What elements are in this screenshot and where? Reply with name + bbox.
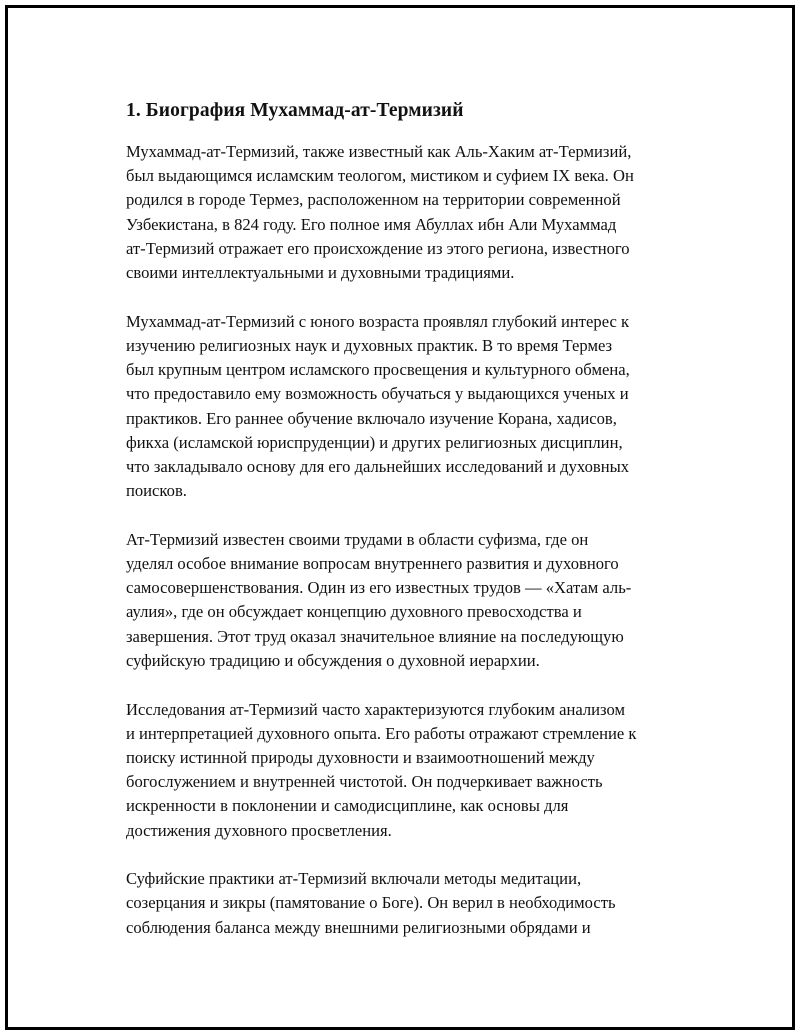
paragraph-line: искренности в поклонении и самодисциплине, как основы для: [126, 796, 569, 816]
paragraph-line: практиков. Его раннее обучение включало изучение Корана, хадисов,: [126, 408, 617, 428]
paragraph-2: [126, 310, 706, 504]
paragraph-line: изучению религиозных наук и духовных практик. В то время Термез: [126, 335, 613, 355]
paragraph-line: что предоставило ему возможность обучаться у выдающихся ученых и: [126, 384, 629, 404]
paragraph-line: созерцания и зикры (памятование о Боге). Он верил в необходимость: [126, 893, 616, 913]
paragraph-line: был крупным центром исламского просвещения и культурного обмена,: [126, 360, 630, 380]
page-frame: [5, 5, 795, 1030]
paragraph-line: Ат-Термизий известен своими трудами в области суфизма, где он: [126, 529, 589, 549]
paragraph-line: суфийскую традицию и обсуждения о духовной иерархии.: [126, 650, 540, 670]
paragraph-line: родился в городе Термез, расположенном на территории современной: [126, 190, 621, 210]
paragraph-line: самосовершенствования. Один из его известных трудов — «Хатам аль-: [126, 578, 632, 598]
paragraph-5: [126, 867, 706, 940]
paragraph-line: Мухаммад-ат-Термизий, также известный как Аль-Хаким ат-Термизий,: [126, 142, 632, 161]
paragraph-line: был выдающимся исламским теологом, мистиком и суфием IX века. Он: [126, 166, 634, 186]
section-title: 1. Биография Мухаммад-ат-Термизий: [126, 100, 464, 121]
paragraph-line: фикха (исламской юриспруденции) и других религиозных дисциплин,: [126, 432, 623, 452]
paragraph-3: [126, 528, 706, 673]
paragraph-4: [126, 698, 706, 843]
paragraph-line: ат-Термизий отражает его происхождение из этого региона, известного: [126, 238, 630, 258]
paragraph-line: Мухаммад-ат-Термизий с юного возраста проявлял глубокий интерес к: [126, 311, 630, 331]
paragraph-line: что закладывало основу для его дальнейших исследований и духовных: [126, 456, 630, 476]
paragraph-line: и интерпретацией духовного опыта. Его работы отражают стремление к: [126, 723, 637, 743]
paragraph-line: богослужением и внутренней чистотой. Он подчеркивает важность: [126, 772, 603, 792]
paragraph-line: достижения духовного просветления.: [126, 820, 392, 840]
paragraph-line: Исследования ат-Термизий часто характеризуются глубоким анализом: [126, 699, 625, 719]
paragraph-1: [126, 140, 706, 285]
paragraph-line: Суфийские практики ат-Термизий включали методы медитации,: [126, 869, 582, 889]
paragraph-line: своими интеллектуальными и духовными традициями.: [126, 263, 515, 283]
paragraph-line: поиску истинной природы духовности и взаимоотношений между: [126, 747, 595, 767]
document-body: [126, 98, 706, 964]
paragraph-line: поисков.: [126, 481, 187, 501]
paragraph-line: завершения. Этот труд оказал значительное влияние на последующую: [126, 626, 624, 646]
paragraph-line: соблюдения баланса между внешними религиозными обрядами и: [126, 917, 591, 937]
paragraph-line: Узбекистана, в 824 году. Его полное имя Абуллах ибн Али Мухаммад: [126, 214, 617, 234]
paragraph-line: аулия», где он обсуждает концепцию духовного превосходства и: [126, 602, 582, 622]
paragraph-line: уделял особое внимание вопросам внутреннего развития и духовного: [126, 554, 619, 574]
